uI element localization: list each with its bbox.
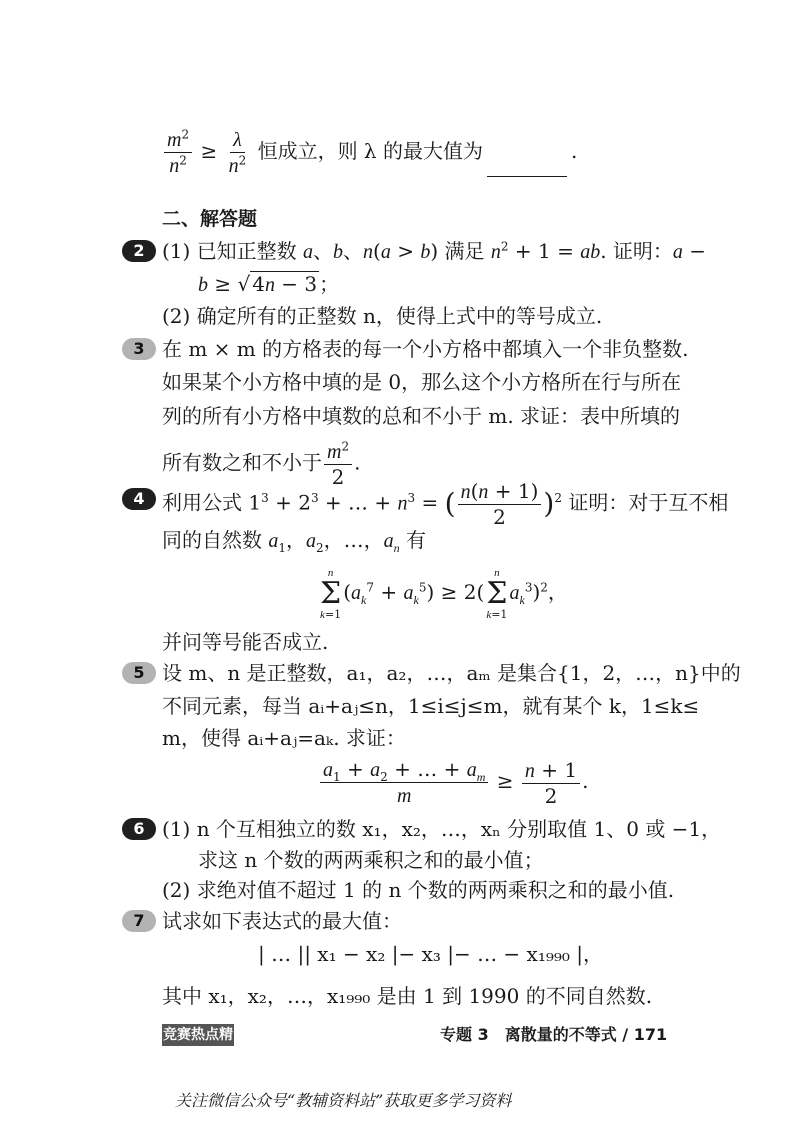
p2-part2: (2) 确定所有的正整数 n，使得上式中的等号成立.: [162, 304, 603, 328]
p5-line3: m，使得 aᵢ+aⱼ=aₖ. 求证：: [162, 726, 406, 750]
problem-number-4: 4: [122, 488, 156, 510]
problem-number-6: 6: [122, 818, 156, 840]
footer-section-label: 竞赛热点精讲: [162, 1024, 234, 1046]
footer-chapter-page: 专题 3 离散量的不等式 / 171: [440, 1025, 668, 1044]
p2-part1-line1: (1) 已知正整数 a、b、n(a > b) 满足 $n^2 + 1$ = ab. 证明：a −: [162, 239, 707, 263]
p4-line2: 同的自然数 $a_1$，$a_2$，…，$a_n$ 有: [162, 528, 426, 555]
p6-line3: (2) 求绝对值不超过 1 的 n 个数的两两乘积之和的最小值.: [162, 878, 675, 902]
fraction-m2-2: $\frac{m^2}{2}$: [324, 440, 352, 488]
problem-number-2: 2: [122, 240, 156, 262]
problem-number-5: 5: [122, 662, 156, 684]
section-title: 二、解答题: [162, 208, 258, 230]
q1-tail-line: $\frac{m^2}{n^2}$ ≥ $\frac{\lambda}{n^2}$ 恒成立，则 λ 的最大值为 .: [162, 128, 577, 177]
q1-tail-text: 恒成立，则 λ 的最大值为: [257, 139, 483, 163]
p5-line2: 不同元素，每当 aᵢ+aⱼ≤n，1≤i≤j≤m，就有某个 k，1≤k≤: [162, 694, 700, 718]
bottom-watermark-note: 关注微信公众号“教辅资料站”获取更多学习资料: [175, 1091, 512, 1110]
p3-line1: 在 m × m 的方格表的每一个小方格中都填入一个非负整数.: [162, 337, 689, 361]
p4-line1: 利用公式 $1^3 + 2^3$ + … + $n^3$ = ( $\frac{n(n + 1)}{2}$ )$^2$ 证明：对于互不相: [162, 479, 729, 529]
sigma-symbol: n Σ k=1: [486, 566, 508, 621]
p6-line2: 求这 n 个数的两两乘积之和的最小值；: [198, 848, 544, 872]
p5-formula: $\frac{a_1 + a_2 + \dots + a_m}{m}$ ≥ $\frac{n + 1}{2}$ .: [318, 758, 588, 807]
problem-number-7: 7: [122, 910, 156, 932]
fraction-sum-formula: $\frac{n(n + 1)}{2}$: [458, 480, 542, 528]
p7-formula: | … || x₁ − x₂ |− x₃ |− … − x₁₉₉₀ |，: [258, 942, 603, 966]
fraction-m2-n2: $\frac{m^2}{n^2}$: [164, 128, 192, 177]
p3-line4: 所有数之和不小于 $\frac{m^2}{2}$ .: [162, 439, 361, 489]
p7-line2: 其中 x₁，x₂，…，x₁₉₉₀ 是由 1 到 1990 的不同自然数.: [162, 984, 653, 1008]
problem-number-3: 3: [122, 338, 156, 360]
p3-line2: 如果某个小方格中填的是 0，那么这个小方格所在行与所在: [162, 370, 682, 394]
fraction-n1-2: $\frac{n + 1}{2}$: [522, 759, 580, 807]
p2-part1-line2: b ≥ √ 4n − 3 ；: [198, 272, 340, 296]
fraction-sum-over-m: $\frac{a_1 + a_2 + \dots + a_m}{m}$: [320, 758, 488, 807]
sigma-symbol: n Σ k=1: [320, 566, 342, 621]
p4-line3: 并问等号能否成立.: [162, 630, 329, 654]
p3-line3: 列的所有小方格中填数的总和不小于 m. 求证：表中所填的: [162, 404, 681, 428]
p4-formula: n Σ k=1 $(a_k^7 + a_k^5) \ge 2$( n Σ k=1 $a_k^3)^2$，: [320, 566, 568, 621]
p7-line1: 试求如下表达式的最大值：: [162, 909, 402, 933]
p5-line1: 设 m、n 是正整数，a₁，a₂，…，aₘ 是集合{1，2，…，n}中的: [162, 661, 741, 685]
p6-line1: (1) n 个互相独立的数 x₁，x₂，…，xₙ 分别取值 1、0 或 −1，: [162, 817, 722, 841]
answer-blank: [487, 154, 567, 177]
fraction-lambda-n2: $\frac{\lambda}{n^2}$: [228, 129, 247, 177]
